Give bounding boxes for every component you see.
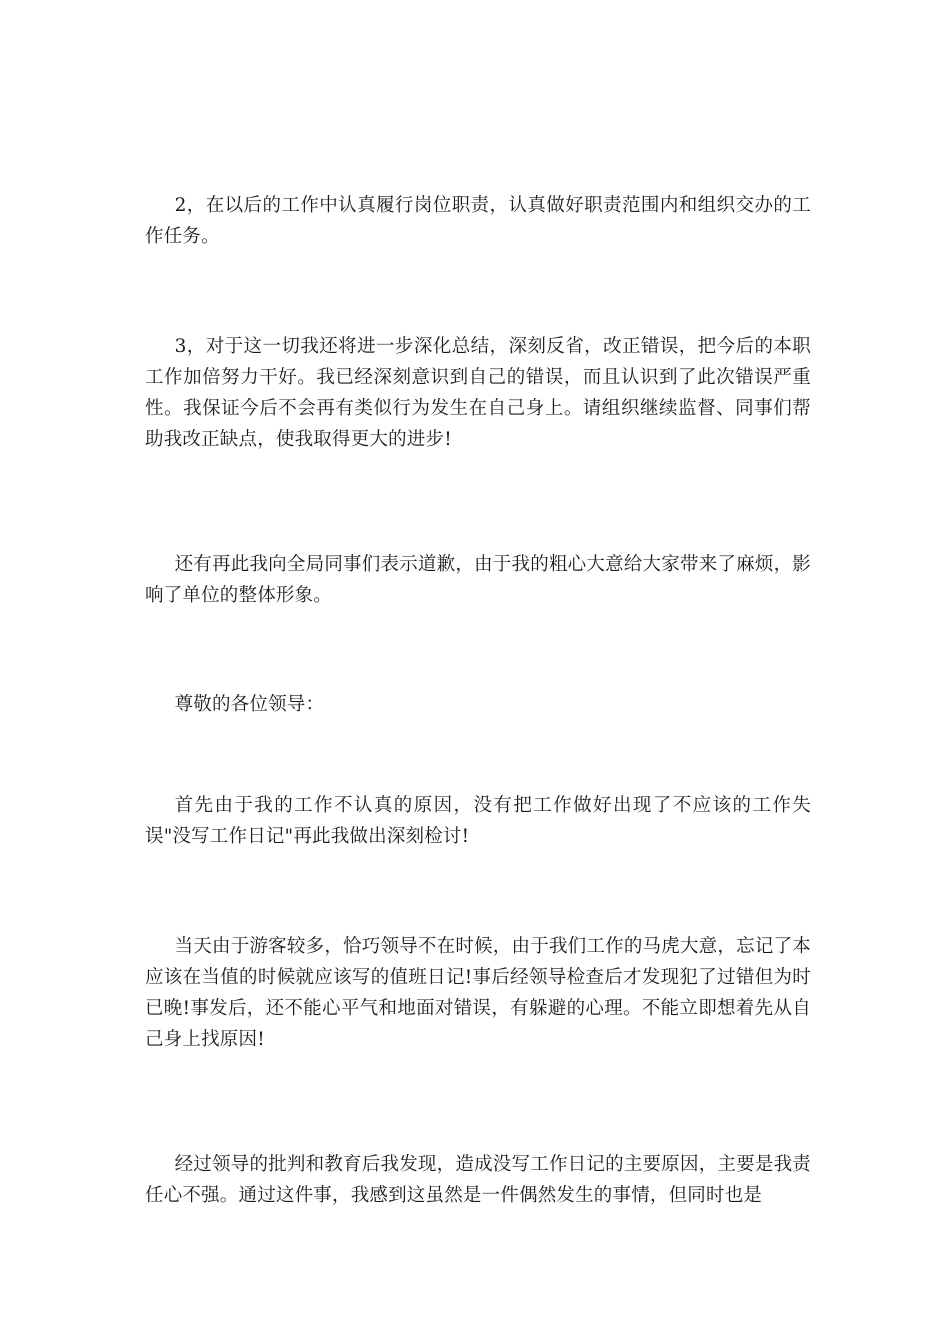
paragraph-cause-analysis: 经过领导的批判和教育后我发现，造成没写工作日记的主要原因，主要是我责任心不强。通过这件事，我感到这虽然是一件偶然发生的事情，但同时也是 xyxy=(145,1154,811,1206)
paragraph-intro-mistake: 首先由于我的工作不认真的原因，没有把工作做好出现了不应该的工作失误"没写工作日记"再此我做出深刻检讨! xyxy=(145,795,811,847)
paragraph-incident-description: 当天由于游客较多，恰巧领导不在时候，由于我们工作的马虎大意，忘记了本应该在当值的时候就应该写的值班日记!事后经领导检查后才发现犯了过错但为时已晚!事发后，还不能心平气和地面对错误，有躲避的心理。不能立即想着先从自己身上找原因! xyxy=(145,936,811,1050)
paragraph-apology: 还有再此我向全局同事们表示道歉，由于我的粗心大意给大家带来了麻烦，影响了单位的整体形象。 xyxy=(145,554,811,606)
paragraph-reflection-pledge: 3，对于这一切我还将进一步深化总结，深刻反省，改正错误，把今后的本职工作加倍努力干好。我已经深刻意识到自己的错误，而且认识到了此次错误严重性。我保证今后不会再有类似行为发生在自己身上。请组织继续监督、同事们帮助我改正缺点，使我取得更大的进步! xyxy=(145,336,811,450)
paragraph-salutation: 尊敬的各位领导： xyxy=(174,694,325,715)
paragraph-duty-commitment: 2，在以后的工作中认真履行岗位职责，认真做好职责范围内和组织交办的工作任务。 xyxy=(145,195,811,247)
